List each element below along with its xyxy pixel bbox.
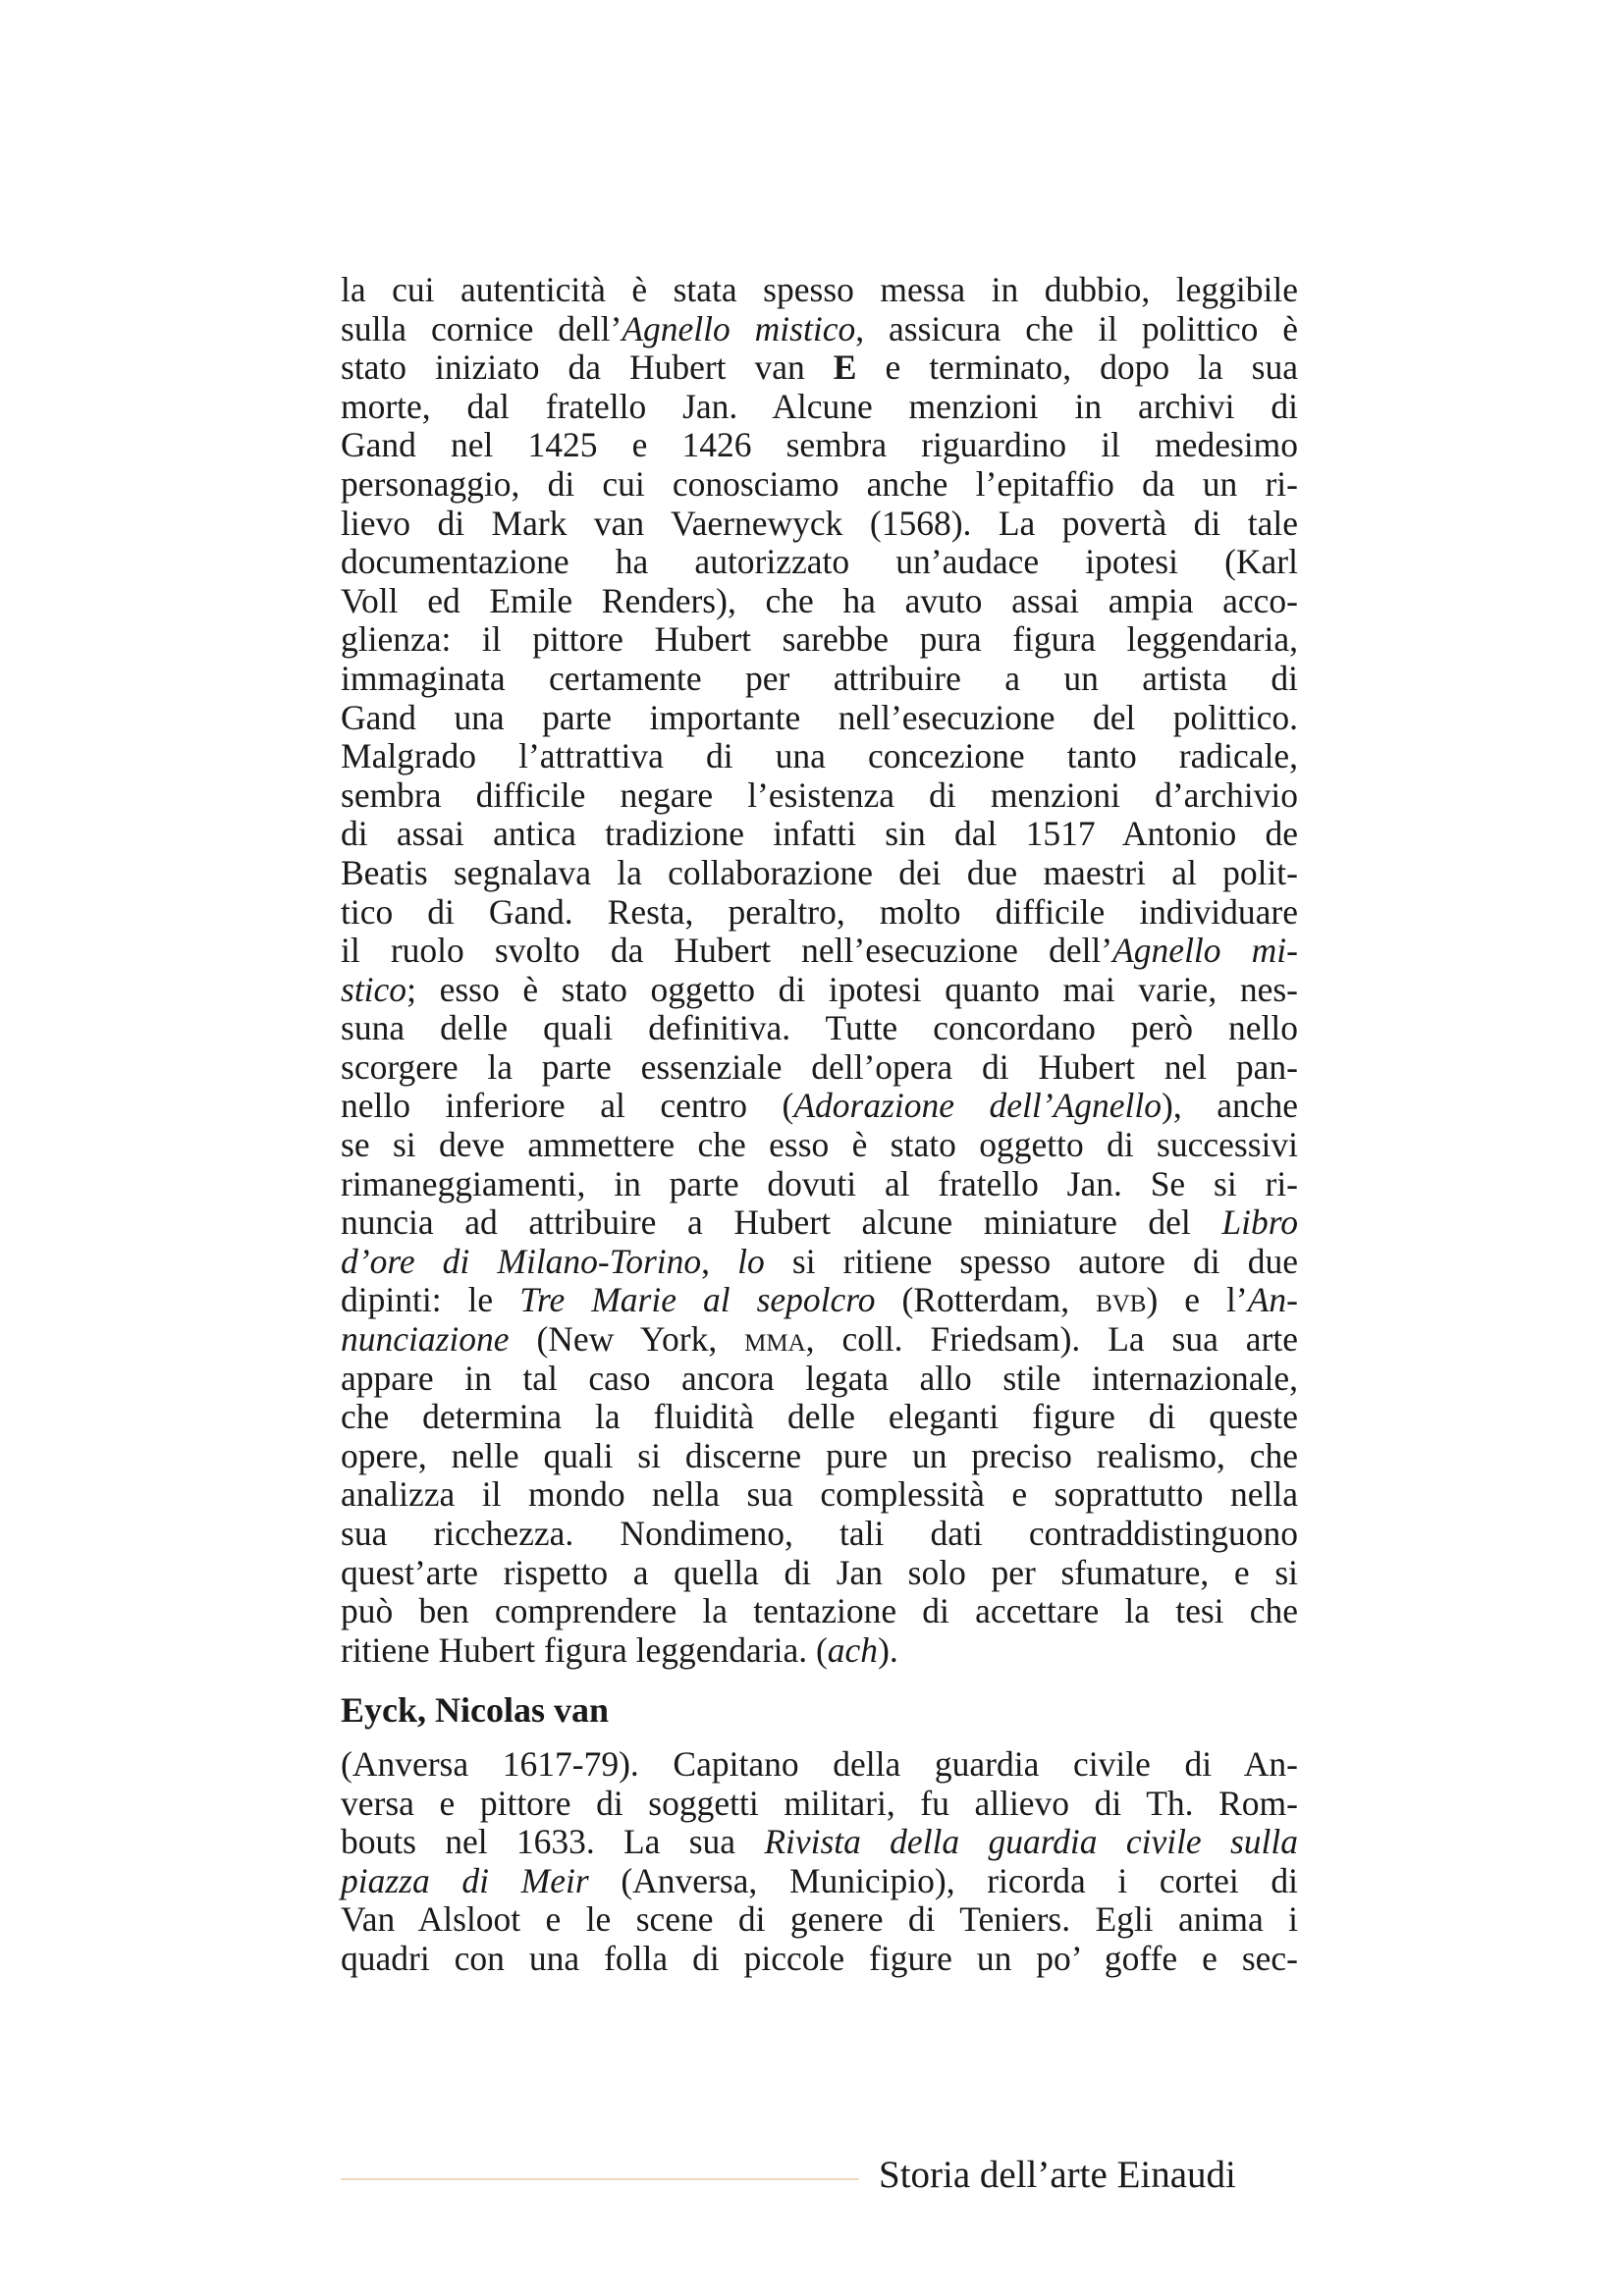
text-line <box>341 465 1298 505</box>
text-run: sulla cornice dell’ <box>341 308 622 348</box>
entry-title-eyck-nicolas: Eyck, Nicolas van <box>341 1690 610 1730</box>
text-run: ) e l’ <box>1146 1280 1248 1320</box>
text-run: piazza di Meir <box>341 1860 589 1900</box>
text-run: Gand una parte importante nell’esecuzione del polittico. <box>341 697 1298 737</box>
text-run: nunciazione <box>341 1319 510 1360</box>
text-run: sua ricchezza. Nondimeno, tali dati contraddistinguono <box>341 1514 1298 1553</box>
text-run: Adorazione dell’Agnello <box>793 1086 1163 1126</box>
text-line <box>341 932 1298 971</box>
text-run: quest’arte rispetto a quella di Jan solo per sfumature, e si <box>341 1552 1298 1592</box>
text-run: stato iniziato da Hubert van <box>341 347 834 388</box>
text-run: , assicura che il polittico è <box>855 308 1299 348</box>
text-run: , <box>701 1241 738 1281</box>
text-run: il ruolo svolto da Hubert nell’esecuzione dell’ <box>341 931 1113 971</box>
text-line <box>341 426 1298 465</box>
text-line <box>341 1745 1298 1785</box>
text-run: Libro <box>1221 1202 1298 1243</box>
text-line <box>341 1475 1298 1515</box>
text-run: bvb <box>1096 1280 1147 1320</box>
text-run: la cui autenticità è stata spesso messa in dubbio, leggibile <box>341 270 1298 309</box>
text-line <box>341 582 1298 621</box>
text-line <box>341 1900 1298 1940</box>
footer-divider <box>341 2178 859 2180</box>
text-run: immaginata certamente per attribuire a un artista di <box>341 658 1298 698</box>
text-run: nello inferiore al centro ( <box>341 1086 794 1126</box>
text-run: lievo di Mark van Vaernewyck (1568). La povertà di tale <box>341 503 1298 543</box>
text-line <box>341 971 1298 1010</box>
text-run: Rivista della guardia civile sulla <box>764 1822 1298 1862</box>
text-run: stico <box>341 969 407 1009</box>
text-line <box>341 1940 1298 1979</box>
text-line <box>341 1203 1298 1243</box>
text-run: che determina la fluidità delle eleganti figure di queste <box>341 1397 1298 1437</box>
text-run: ), anche <box>1162 1086 1299 1126</box>
text-run: bouts nel 1633. La sua <box>341 1822 765 1862</box>
text-run: Agnello mi- <box>1112 931 1298 971</box>
text-run: , coll. Friedsam). La sua arte <box>805 1319 1298 1360</box>
text-line <box>341 1631 1298 1671</box>
text-line <box>341 1437 1298 1476</box>
text-run: Van Alsloot e le scene di genere di Teniers. Egli anima i <box>341 1899 1298 1940</box>
text-run: ; esso è stato oggetto di ipotesi quanto mai varie, nes- <box>406 969 1298 1009</box>
text-run: Beatis segnalava la collaborazione dei due maestri al polit- <box>341 852 1298 892</box>
entry1-paragraph <box>341 271 1298 1670</box>
text-run: d’ore di Milano-Torino <box>341 1241 702 1281</box>
text-run: ach <box>827 1629 879 1670</box>
text-run: scorgere la parte essenziale dell’opera di Hubert nel pan- <box>341 1046 1298 1087</box>
entry-eyck-nicolas-text <box>341 1745 1298 1979</box>
text-run: (Rotterdam, <box>875 1280 1097 1320</box>
entry2-paragraph <box>341 1745 1298 1979</box>
text-run: Malgrado l’attrattiva di una concezione tanto radicale, <box>341 736 1298 776</box>
text-run: nuncia ad attribuire a Hubert alcune miniature del <box>341 1202 1222 1243</box>
text-run: sembra difficile negare l’esistenza di menzioni d’archivio <box>341 774 1298 815</box>
text-line <box>341 893 1298 933</box>
text-run: e terminato, dopo la sua <box>856 347 1298 388</box>
text-line <box>341 1320 1298 1360</box>
text-line <box>341 1360 1298 1399</box>
entry-eyck-hubert-text <box>341 271 1298 1670</box>
text-line <box>341 348 1298 388</box>
text-run: se si deve ammettere che esso è stato oggetto di successivi <box>341 1125 1298 1165</box>
text-run: opere, nelle quali si discerne pure un preciso realismo, che <box>341 1435 1298 1475</box>
text-line <box>341 388 1298 427</box>
text-run: Agnello mistico <box>622 308 856 348</box>
text-run: E <box>833 347 857 388</box>
footer-publication-title: Storia dell’arte Einaudi <box>879 2154 1236 2196</box>
text-line <box>341 1165 1298 1204</box>
text-run: dipinti: le <box>341 1280 520 1320</box>
text-run: (Anversa, Municipio), ricorda i cortei di <box>588 1860 1298 1900</box>
text-line <box>341 854 1298 893</box>
text-run: rimaneggiamenti, in parte dovuti al fratello Jan. Se si ri- <box>341 1163 1298 1203</box>
text-line <box>341 776 1298 816</box>
text-run: morte, dal fratello Jan. Alcune menzioni in archivi di <box>341 386 1298 426</box>
text-line <box>341 543 1298 582</box>
text-line <box>341 737 1298 776</box>
text-line <box>341 1281 1298 1320</box>
text-run: Gand nel 1425 e 1426 sembra riguardino il medesimo <box>341 425 1298 465</box>
text-run: glienza: il pittore Hubert sarebbe pura figura leggendaria, <box>341 619 1298 660</box>
text-line <box>341 1398 1298 1437</box>
text-run: di assai antica tradizione infatti sin dal 1517 Antonio de <box>341 814 1298 854</box>
text-line <box>341 1823 1298 1862</box>
text-run: personaggio, di cui conosciamo anche l’epitaffio da un ri- <box>341 463 1298 504</box>
text-line <box>341 310 1298 349</box>
text-run: può ben comprendere la tentazione di accettare la tesi che <box>341 1591 1298 1631</box>
text-run: An- <box>1247 1280 1299 1320</box>
text-line <box>341 1048 1298 1088</box>
text-run: (Anversa 1617-79). Capitano della guardia civile di An- <box>341 1744 1298 1784</box>
text-run: quadri con una folla di piccole figure un po’ goffe e sec- <box>341 1938 1298 1978</box>
text-run: ). <box>878 1629 898 1670</box>
text-run: lo <box>737 1241 765 1281</box>
text-line <box>341 1515 1298 1554</box>
text-line <box>341 1554 1298 1593</box>
text-run: suna delle quali definitiva. Tutte concordano però nello <box>341 1008 1298 1048</box>
text-run: versa e pittore di soggetti militari, fu allievo di Th. Rom- <box>341 1783 1298 1823</box>
text-line <box>341 1862 1298 1901</box>
text-line <box>341 1785 1298 1824</box>
text-line <box>341 699 1298 738</box>
text-line <box>341 505 1298 544</box>
text-line <box>341 1592 1298 1631</box>
text-run: documentazione ha autorizzato un’audace ipotesi (Karl <box>341 542 1298 582</box>
text-line <box>341 1243 1298 1282</box>
text-line <box>341 1087 1298 1126</box>
text-line <box>341 1126 1298 1165</box>
text-line <box>341 620 1298 660</box>
text-run: (New York, <box>509 1319 745 1360</box>
text-run: si ritiene spesso autore di due <box>764 1241 1298 1281</box>
text-run: Tre Marie al sepolcro <box>519 1280 876 1320</box>
text-run: analizza il mondo nella sua complessità e soprattutto nella <box>341 1474 1298 1515</box>
text-line <box>341 271 1298 310</box>
text-line <box>341 815 1298 854</box>
text-run: Voll ed Emile Renders), che ha avuto assai ampia acco- <box>341 580 1298 620</box>
text-run: ritiene Hubert figura leggendaria. ( <box>341 1629 828 1670</box>
text-line <box>341 1009 1298 1048</box>
text-run: appare in tal caso ancora legata allo stile internazionale, <box>341 1358 1298 1398</box>
text-run: mma <box>744 1319 806 1360</box>
text-run: tico di Gand. Resta, peraltro, molto difficile individuare <box>341 891 1298 932</box>
text-line <box>341 660 1298 699</box>
